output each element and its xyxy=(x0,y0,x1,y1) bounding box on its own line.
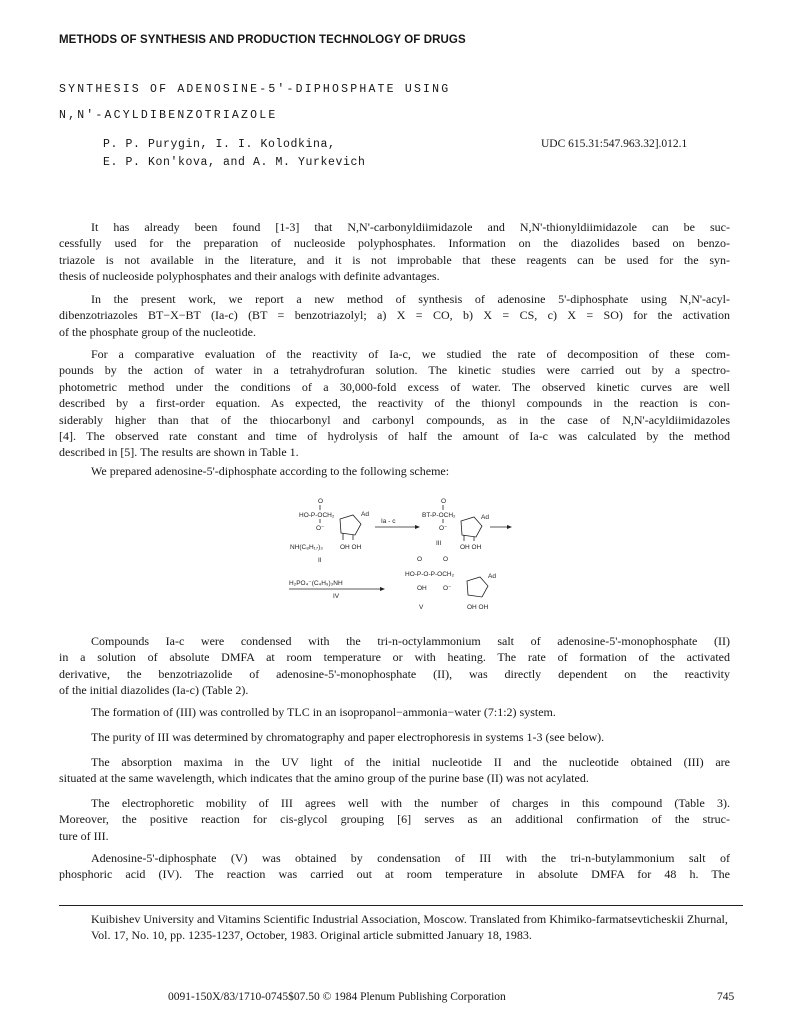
scheme-label: O xyxy=(443,556,449,563)
footnote-divider xyxy=(59,905,743,906)
scheme-label: OH xyxy=(417,585,427,592)
scheme-label: V xyxy=(419,604,424,611)
text-line: of the initial diazolides (Ia-c) (Table 2). xyxy=(59,683,249,698)
paragraph-condensation xyxy=(59,633,730,699)
text-line: cessfully used for the preparation of nucleoside polyphosphates. Information on the diazolides based on benzo- xyxy=(59,236,730,251)
text-line: It has already been found [1-3] that N,N'-carbonyldiimidazole and N,N'-thionyldiimidazole can be suc- xyxy=(91,220,730,234)
ribose-ring xyxy=(461,517,482,537)
text-line: pounds by the action of water in a tetrahydrofuran solution. The kinetic studies were carried out by a spectro- xyxy=(59,363,730,378)
page-number: 745 xyxy=(717,991,735,1003)
paragraph-method xyxy=(59,291,730,340)
scheme-label: O xyxy=(318,498,324,505)
text-line: photometric method under the conditions of a 30,000-fold excess of water. The observed kinetic curves are well xyxy=(59,379,730,394)
scheme-label: H₂PO₄⁻(C₄H₉)₃NH xyxy=(289,580,343,587)
paragraph-uv xyxy=(59,754,730,787)
scheme-label: Ia - c xyxy=(381,518,396,525)
footnote: Kuibishev University and Vitamins Scientific Industrial Association, Moscow. Translated from Khimiko-farmatsevticheskii Zhurnal, Vol. 17, No. 10, pp. 1235-1237, October, 1983. Original article submitted January 18, 1983. xyxy=(91,912,728,942)
article-title-line-2: N,N'-ACYLDIBENZOTRIAZOLE xyxy=(59,109,278,122)
text-line: of the phosphate group of the nucleotide. xyxy=(59,324,256,339)
text-line: The electrophoretic mobility of III agrees well with the number of charges in this compound (Table 3). xyxy=(91,796,730,810)
text-line: phosphoric acid (IV). The reaction was carried out at room temperature in absolute DMFA for 48 h. The xyxy=(59,867,730,882)
text-line: in a solution of absolute DMFA at room temperature or with heating. The rate of formation of the activated xyxy=(59,650,730,665)
paragraph-scheme-intro xyxy=(59,463,730,479)
scheme-label: NH(C₈H₁₇)₃ xyxy=(290,544,323,551)
scheme-label: HO-P-O-P-OCH₂ xyxy=(405,571,455,578)
reaction-scheme-diagram xyxy=(285,497,535,612)
scheme-label: Ad xyxy=(481,514,489,521)
text-line: For a comparative evaluation of the reactivity of Ia-c, we studied the rate of decomposition of these com- xyxy=(91,347,730,361)
scheme-label: OH OH xyxy=(467,604,489,611)
paragraph-adp xyxy=(59,850,730,883)
scheme-label: BT-P-OCH₂ xyxy=(422,512,456,519)
paragraph-kinetics xyxy=(59,346,730,461)
text-line: The purity of III was determined by chromatography and paper electrophoresis in systems 1-3 (see below). xyxy=(91,730,605,744)
text-line: described by a first-order equation. As expected, the reactivity of the thionyl compounds in the reaction is con- xyxy=(59,396,730,411)
scheme-label: O xyxy=(441,498,447,505)
article-title-line-1: SYNTHESIS OF ADENOSINE-5'-DIPHOSPHATE USING xyxy=(59,83,451,96)
scheme-label: O xyxy=(417,556,423,563)
text-line: Compounds Ia-c were condensed with the tri-n-octylammonium salt of adenosine-5'-monophosphate (II) xyxy=(91,634,730,648)
authors-line-2: E. P. Kon'kova, and A. M. Yurkevich xyxy=(103,156,366,169)
udc-code: UDC 615.31:547.963.32].012.1 xyxy=(541,138,688,150)
text-line: Adenosine-5'-diphosphate (V) was obtained by condensation of III with the tri-n-butylammonium salt of xyxy=(91,851,730,865)
scheme-label: OH OH xyxy=(460,544,482,551)
text-line: The formation of (III) was controlled by TLC in an isopropanol−ammonia−water (7:1:2) system. xyxy=(91,705,556,719)
scheme-label: HO-P-OCH₂ xyxy=(299,512,335,519)
text-line: In the present work, we report a new method of synthesis of adenosine 5'-diphosphate using N,N'-acyl- xyxy=(91,292,730,306)
text-line: dibenzotriazoles BT−X−BT (Ia-c) (BT = benzotriazolyl; a) X = CO, b) X = CS, c) X = SO) for the activation xyxy=(59,308,730,323)
authors-line-1: P. P. Purygin, I. I. Kolodkina, xyxy=(103,138,336,151)
text-line: siderably higher than that of the thiocarbonyl and carbonyl compounds, as in the case of N,N'-acyldiimidazoles xyxy=(59,412,730,427)
paragraph-tlc xyxy=(59,704,730,720)
paragraph-purity xyxy=(59,729,730,745)
ribose-ring xyxy=(467,577,488,597)
text-line: described in [5]. The results are shown in Table 1. xyxy=(59,445,299,460)
paragraph-intro xyxy=(59,219,730,285)
scheme-label: O⁻ xyxy=(443,585,452,592)
reaction-scheme xyxy=(285,497,535,612)
ribose-ring xyxy=(340,515,361,535)
scheme-label: Ad xyxy=(361,511,369,518)
text-line: situated at the same wavelength, which indicates that the amino group of the purine base (II) was not acylated. xyxy=(59,771,589,786)
text-line: [4]. The observed rate constant and time of hydrolysis of half the amount of Ia-c was calculated by the method xyxy=(59,429,730,444)
paragraph-electrophoresis xyxy=(59,795,730,844)
section-header: METHODS OF SYNTHESIS AND PRODUCTION TECHNOLOGY OF DRUGS xyxy=(59,34,466,46)
scheme-label: OH OH xyxy=(340,544,362,551)
scheme-label: Ad xyxy=(488,573,496,580)
scheme-label: II xyxy=(318,557,322,564)
text-line: triazole is not available in the literature, and it is not improbable that these reagents can be used for the syn- xyxy=(59,252,730,267)
scheme-label: IV xyxy=(333,593,340,600)
copyright-line: 0091-150X/83/1710-0745$07.50 © 1984 Plenum Publishing Corporation xyxy=(168,991,506,1003)
scheme-label: O⁻ xyxy=(439,525,448,532)
text-line: The absorption maxima in the UV light of the initial nucleotide II and the nucleotide obtained (III) are xyxy=(91,755,730,769)
text-line: thesis of nucleoside polyphosphates and their analogs with definite advantages. xyxy=(59,269,440,284)
text-line: We prepared adenosine-5'-diphosphate according to the following scheme: xyxy=(91,464,450,478)
text-line: Moreover, the positive reaction for cis-glycol grouping [6] serves as an additional confirmation of the struc- xyxy=(59,812,730,827)
scheme-label: III xyxy=(436,540,442,547)
text-line: ture of III. xyxy=(59,828,109,843)
scheme-label: O⁻ xyxy=(316,525,325,532)
text-line: derivative, the benzotriazolide of adenosine-5'-monophosphate (II), was directly dependent on the reactivity xyxy=(59,666,730,681)
